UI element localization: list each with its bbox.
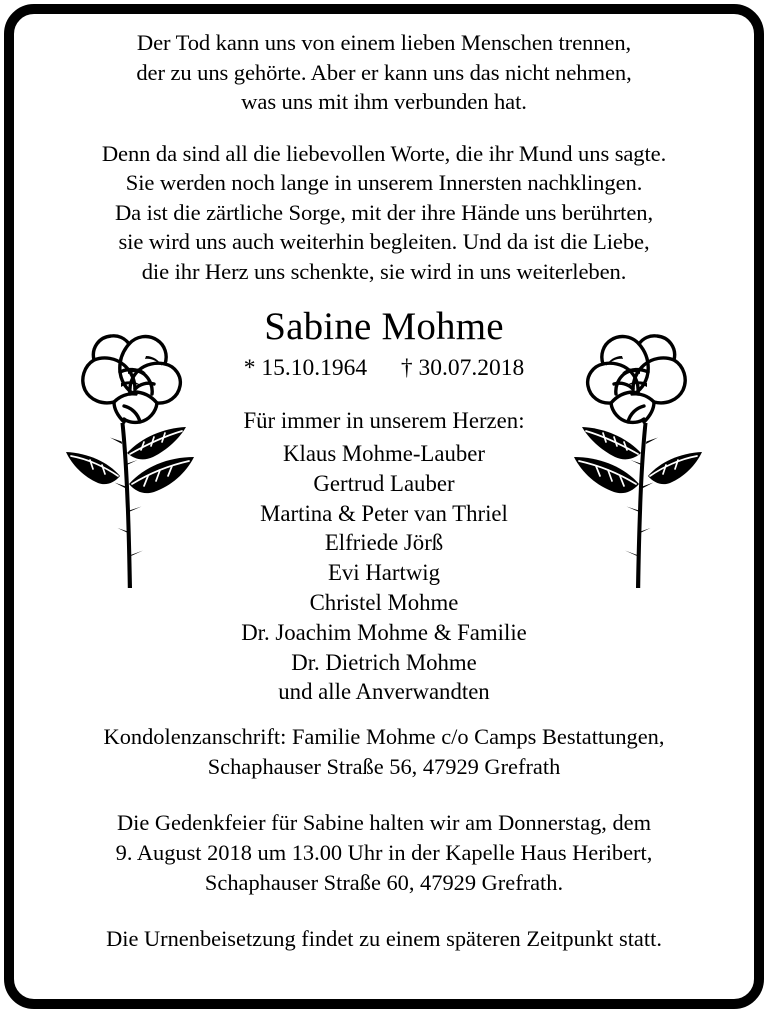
interment-line: Die Urnenbeisetzung findet zu einem späteren Zeitpunkt statt. — [106, 926, 662, 951]
verse-line: der zu uns gehörte. Aber er kann uns das nicht nehmen, — [136, 59, 632, 85]
service-line: Die Gedenkfeier für Sabine halten wir am Donnerstag, dem — [116, 810, 652, 835]
service-details — [34, 808, 734, 898]
survivor-name: Gertrud Lauber — [313, 470, 455, 496]
survivors-list — [169, 439, 599, 707]
condolence-line: Kondolenzanschrift: Familie Mohme c/o Camps Bestattungen, — [103, 724, 665, 749]
verse-second — [34, 139, 734, 287]
deceased-name: Sabine Mohme — [264, 305, 504, 348]
survivor-name: Christel Mohme — [309, 589, 459, 615]
verse-first — [34, 28, 734, 117]
survivor-name: Klaus Mohme-Lauber — [283, 441, 485, 466]
verse-line: Denn da sind all die liebevollen Worte, die ihr Mund uns sagte. — [101, 140, 667, 166]
survivor-name: Evi Hartwig — [327, 560, 441, 586]
deceased-block — [169, 304, 599, 707]
life-dates — [169, 353, 599, 384]
verse-line: Da ist die zärtliche Sorge, mit der ihre Hände uns berührten, — [114, 199, 654, 225]
verse-line: Der Tod kann uns von einem lieben Menschen trennen, — [136, 30, 632, 55]
survivor-name: und alle Anverwandten — [278, 679, 490, 705]
birth-symbol: * — [243, 355, 256, 381]
death-date: 30.07.2018 — [418, 355, 525, 381]
survivor-name: Dr. Dietrich Mohme — [291, 649, 477, 675]
survivor-name: Elfriede Jörß — [324, 530, 444, 556]
service-line: 9. August 2018 um 13.00 Uhr in der Kapelle Haus Heribert, — [115, 840, 653, 865]
interment-note — [34, 924, 734, 954]
condolence-line: Schaphauser Straße 56, 47929 Grefrath — [207, 754, 561, 779]
verse-line: was uns mit ihm verbunden hat. — [241, 89, 527, 114]
survivor-name: Dr. Joachim Mohme & Familie — [241, 619, 527, 645]
verse-line: Sie werden noch lange in unserem Innersten nachklingen. — [125, 170, 643, 195]
verse-line: sie wird uns auch weiterhin begleiten. Und da ist die Liebe, — [118, 229, 650, 254]
service-line: Schaphauser Straße 60, 47929 Grefrath. — [204, 870, 564, 895]
memorial-heading: Für immer in unserem Herzen: — [243, 408, 525, 433]
condolence-address — [34, 722, 734, 782]
birth-date: 15.10.1964 — [261, 355, 368, 381]
survivor-name: Martina & Peter van Thriel — [260, 500, 508, 526]
death-symbol: † — [400, 355, 413, 381]
verse-line: die ihr Herz uns schenkte, sie wird in uns weiterleben. — [141, 258, 627, 284]
memorial-section — [34, 304, 734, 716]
